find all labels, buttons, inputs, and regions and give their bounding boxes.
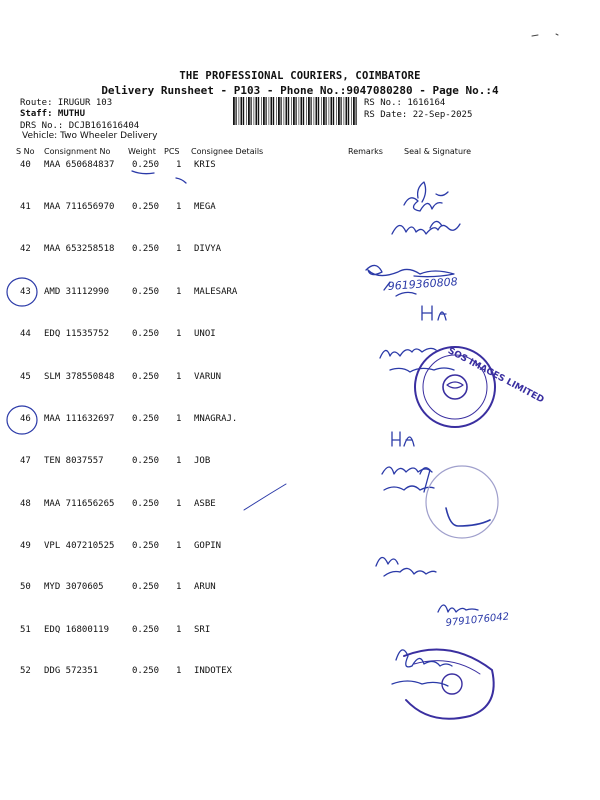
rs-date: RS Date: 22-Sep-2025	[364, 110, 473, 120]
table-row	[0, 287, 600, 299]
row-weight: 0.250	[132, 202, 160, 212]
row-pcs: 1	[176, 202, 182, 212]
row-weight: 0.250	[132, 329, 160, 339]
signature	[376, 557, 436, 576]
barcode	[232, 97, 360, 125]
signature	[366, 265, 454, 276]
row-consignment: TEN 8037557	[44, 456, 104, 466]
drs-number: DRS No.: DCJB161616404	[20, 121, 140, 131]
row-pcs: 1	[176, 372, 182, 382]
table-row	[0, 541, 600, 553]
row-sno: 43	[20, 287, 31, 297]
row-pcs: 1	[176, 456, 182, 466]
handwritten-phone-2: 9791076042	[445, 611, 510, 629]
row-weight: 0.250	[132, 160, 160, 170]
table-row	[0, 160, 600, 172]
row-sno: 42	[20, 244, 31, 254]
signature	[420, 468, 430, 492]
row-weight: 0.250	[132, 541, 160, 551]
row-consignment: MAA 653258518	[44, 244, 115, 254]
row-consignee: SRI	[194, 625, 211, 635]
row-consignment: DDG 572351	[44, 666, 99, 676]
row-consignment: SLM 378550848	[44, 372, 115, 382]
runsheet-subtitle: Delivery Runsheet - P103 - Phone No.:9047080280 - Page No.:4	[101, 84, 499, 97]
row-consignee: KRIS	[194, 160, 216, 170]
row-sno: 45	[20, 372, 31, 382]
row-consignee: UNOI	[194, 329, 216, 339]
row-weight: 0.250	[132, 287, 160, 297]
rs-number: RS No.: 1616164	[364, 98, 446, 108]
route-label: Route: IRUGUR 103	[20, 98, 113, 108]
row-sno: 52	[20, 666, 31, 676]
vehicle-label: Vehicle: Two Wheeler Delivery	[22, 131, 158, 141]
table-row	[0, 244, 600, 256]
row-pcs: 1	[176, 287, 182, 297]
table-row	[0, 625, 600, 637]
row-pcs: 1	[176, 625, 182, 635]
col-header-consignment: Consignment No	[44, 147, 111, 156]
table-row	[0, 329, 600, 341]
row-weight: 0.250	[132, 625, 160, 635]
signature	[438, 605, 478, 612]
row-sno: 40	[20, 160, 31, 170]
table-row	[0, 202, 600, 214]
tick-mark	[176, 178, 186, 183]
row-weight: 0.250	[132, 499, 160, 509]
row-consignment: MAA 111632697	[44, 414, 115, 424]
row-weight: 0.250	[132, 666, 160, 676]
row-pcs: 1	[176, 414, 182, 424]
col-header-remarks: Remarks	[348, 147, 383, 156]
row-pcs: 1	[176, 582, 182, 592]
table-row	[0, 456, 600, 468]
row-consignment: EDQ 11535752	[44, 329, 110, 339]
row-consignment: MAA 650684837	[44, 160, 115, 170]
row-sno: 41	[20, 202, 31, 212]
row-pcs: 1	[176, 666, 182, 676]
signature	[392, 432, 414, 446]
table-row	[0, 666, 600, 678]
row-weight: 0.250	[132, 456, 160, 466]
row-consignee: GOPIN	[194, 541, 222, 551]
signature	[380, 348, 454, 372]
col-header-sno: S No	[16, 147, 35, 156]
row-consignment: VPL 407210525	[44, 541, 115, 551]
page-title: THE PROFESSIONAL COURIERS, COIMBATORE	[179, 70, 421, 82]
row-consignee: MNAGRAJ.	[194, 414, 238, 424]
row-consignee: INDOTEX	[194, 666, 232, 676]
staff-label: Staff: MUTHU	[20, 109, 86, 119]
row-weight: 0.250	[132, 372, 160, 382]
handwritten-phone-1: 9619360808	[387, 275, 459, 293]
row-consignment: MYD 3070605	[44, 582, 104, 592]
row-consignment: MAA 711656970	[44, 202, 115, 212]
row-sno: 44	[20, 329, 31, 339]
col-header-pcs: PCS	[164, 147, 180, 156]
table-row	[0, 414, 600, 426]
row-consignee: ASBE	[194, 499, 216, 509]
col-header-consignee: Consignee Details	[191, 147, 264, 156]
row-pcs: 1	[176, 160, 182, 170]
col-header-weight: Weight	[128, 147, 156, 156]
row-weight: 0.250	[132, 414, 160, 424]
ink-speck	[532, 34, 558, 36]
signature	[422, 306, 446, 320]
row-sno: 51	[20, 625, 31, 635]
row-sno: 49	[20, 541, 31, 551]
row-sno: 46	[20, 414, 31, 424]
row-consignee: MEGA	[194, 202, 216, 212]
company-stamp-2	[404, 650, 494, 719]
row-sno: 47	[20, 456, 31, 466]
row-sno: 50	[20, 582, 31, 592]
signature	[392, 221, 460, 234]
table-row	[0, 582, 600, 594]
col-header-seal: Seal & Signature	[404, 147, 472, 156]
row-weight: 0.250	[132, 244, 160, 254]
row-consignee: ARUN	[194, 582, 216, 592]
row-sno: 48	[20, 499, 31, 509]
row-consignment: AMD 31112990	[44, 287, 110, 297]
table-row	[0, 499, 600, 511]
row-weight: 0.250	[132, 582, 160, 592]
row-consignee: MALESARA	[194, 287, 238, 297]
row-pcs: 1	[176, 244, 182, 254]
row-consignment: MAA 711656265	[44, 499, 115, 509]
row-consignee: DIVYA	[194, 244, 222, 254]
signature	[382, 467, 434, 490]
row-consignee: VARUN	[194, 372, 222, 382]
table-row	[0, 372, 600, 384]
row-consignment: EDQ 16800119	[44, 625, 110, 635]
row-pcs: 1	[176, 499, 182, 509]
row-pcs: 1	[176, 541, 182, 551]
stamp-text: SOS IMAGES LIMITED	[445, 346, 546, 406]
row-pcs: 1	[176, 329, 182, 339]
row-consignee: JOB	[194, 456, 211, 466]
